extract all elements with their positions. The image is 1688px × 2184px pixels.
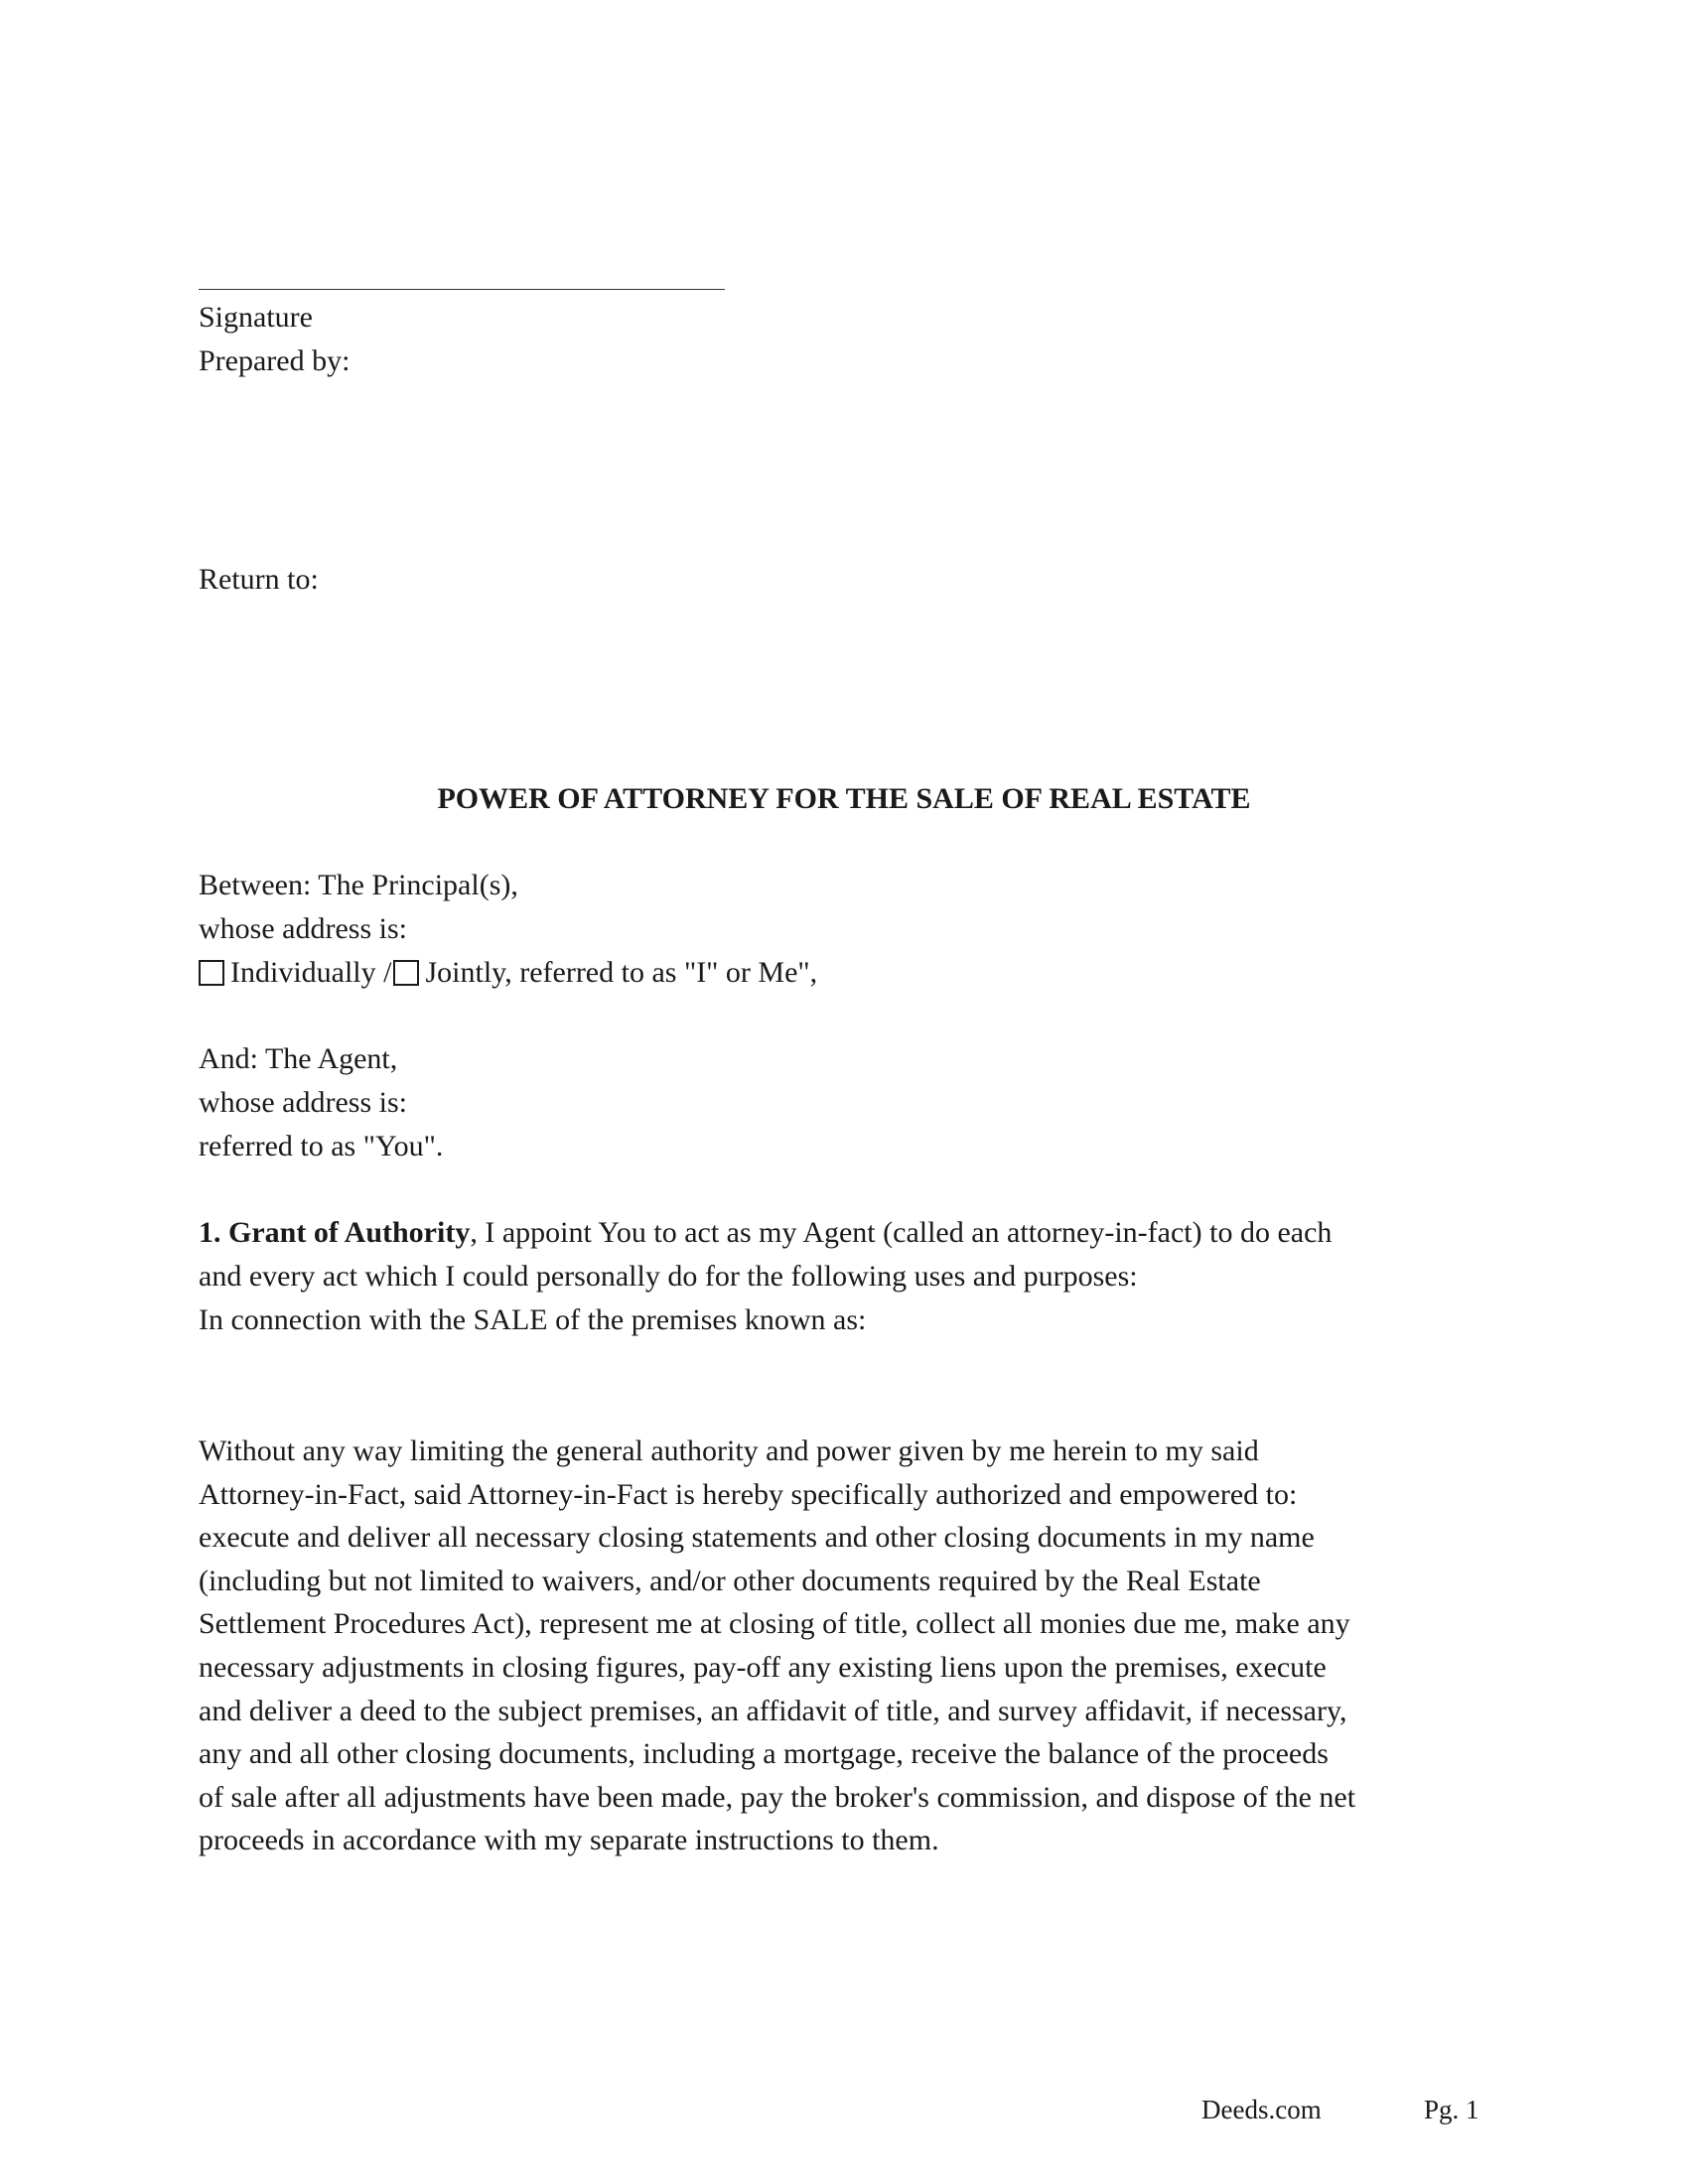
grant-line-3: In connection with the SALE of the premises known as:	[199, 1303, 867, 1336]
footer-page-number: Pg. 1	[1424, 2095, 1479, 2124]
paragraph-line: of sale after all adjustments have been made, pay the broker's commission, and dispose of the net	[199, 1780, 1356, 1814]
jointly-label: Jointly, referred to as "I" or Me",	[425, 956, 818, 989]
agent-and: And: The Agent,	[199, 1042, 398, 1075]
grant-line-2: and every act which I could personally do for the following uses and purposes:	[199, 1260, 1138, 1293]
jointly-checkbox[interactable]	[393, 960, 419, 986]
paragraph-line: necessary adjustments in closing figures, pay-off any existing liens upon the premises, execute	[199, 1650, 1327, 1684]
grant-line-1	[199, 1211, 1332, 1255]
individually-label: Individually /	[230, 956, 392, 989]
document-title: POWER OF ATTORNEY FOR THE SALE OF REAL ESTATE	[437, 782, 1251, 815]
principal-options	[199, 951, 817, 995]
grant-heading: 1. Grant of Authority	[199, 1216, 471, 1249]
authority-paragraph	[199, 1430, 1489, 1862]
paragraph-line: and deliver a deed to the subject premises, an affidavit of title, and survey affidavit, if necessary,	[199, 1694, 1347, 1727]
agent-referred: referred to as "You".	[199, 1130, 444, 1162]
paragraph-line: Settlement Procedures Act), represent me at closing of title, collect all monies due me, make any	[199, 1607, 1350, 1641]
paragraph-line: proceeds in accordance with my separate instructions to them.	[199, 1824, 939, 1857]
footer-site: Deeds.com	[1201, 2095, 1322, 2124]
grant-line-1-rest: , I appoint You to act as my Agent (called an attorney-in-fact) to do each	[470, 1216, 1333, 1249]
paragraph-line: any and all other closing documents, including a mortgage, receive the balance of the proceeds	[199, 1737, 1329, 1771]
prepared-by-label: Prepared by:	[199, 344, 351, 377]
return-to-label: Return to:	[199, 563, 319, 596]
signature-line	[199, 289, 725, 290]
principal-between: Between: The Principal(s),	[199, 869, 518, 901]
individually-checkbox[interactable]	[199, 960, 224, 986]
paragraph-line: (including but not limited to waivers, and/or other documents required by the Real Estate	[199, 1564, 1261, 1597]
paragraph-line: Without any way limiting the general authority and power given by me herein to my said	[199, 1434, 1259, 1467]
agent-address: whose address is:	[199, 1086, 407, 1119]
signature-label: Signature	[199, 301, 313, 334]
paragraph-line: execute and deliver all necessary closing statements and other closing documents in my name	[199, 1521, 1315, 1555]
paragraph-line: Attorney-in-Fact, said Attorney-in-Fact is hereby specifically authorized and empowered to:	[199, 1477, 1298, 1511]
principal-address: whose address is:	[199, 912, 407, 945]
